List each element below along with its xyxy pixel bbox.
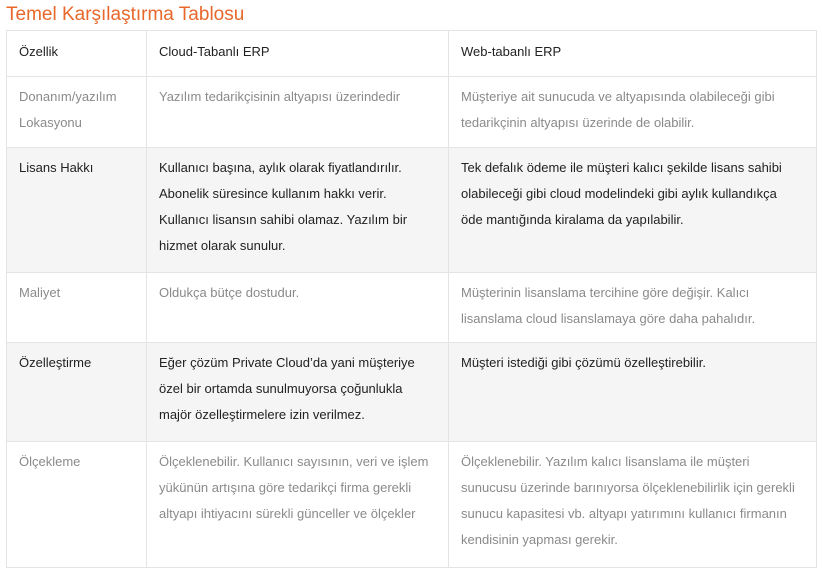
- cell-line: yükünün artışına göre tedarikçi firma gerekli: [159, 480, 412, 495]
- cell-line: majör özelleştirmelere izin verilmez.: [159, 407, 365, 422]
- table-row: [7, 343, 817, 442]
- cell-line: hizmet olarak sunulur.: [159, 238, 286, 253]
- comparison-table: [6, 30, 817, 568]
- cell-line: Kullanıcı başına, aylık olarak fiyatlandırılır.: [159, 160, 402, 175]
- cell-line: altyapı ihtiyacını sürekli günceller ve ölçekler: [159, 506, 416, 521]
- web-cell: [449, 442, 817, 568]
- feature-cell: [7, 442, 147, 568]
- cell-line: Ölçeklenebilir. Yazılım kalıcı lisanslama ile müşteri: [461, 454, 750, 469]
- cell-line: Lisans Hakkı: [19, 160, 94, 175]
- header-feature: Özellik: [7, 31, 147, 77]
- table-header-row: [7, 31, 817, 77]
- web-cell: [449, 273, 817, 343]
- feature-cell: [7, 273, 147, 343]
- cloud-cell: [147, 148, 449, 273]
- cloud-cell: [147, 442, 449, 568]
- cell-line: Müşterinin lisanslama tercihine göre değişir. Kalıcı: [461, 285, 750, 300]
- cell-line: sunucu kapasitesi vb. altyapı yatırımını kullanıcı firmanın: [461, 506, 787, 521]
- cell-line: Müşteriye ait sunucuda ve altyapısında olabileceği gibi: [461, 89, 775, 104]
- table-row: [7, 442, 817, 568]
- cell-line: Abonelik süresince kullanım hakkı verir.: [159, 186, 387, 201]
- page-title: Temel Karşılaştırma Tablosu: [6, 4, 245, 25]
- feature-cell: [7, 77, 147, 148]
- cloud-cell: [147, 77, 449, 148]
- table-row: [7, 77, 817, 148]
- cell-line: öde mantığında kiralama da yapılabilir.: [461, 212, 684, 227]
- header-web-erp: Web-tabanlı ERP: [449, 31, 817, 77]
- header-cloud-erp: Cloud-Tabanlı ERP: [147, 31, 449, 77]
- table-row: [7, 148, 817, 273]
- cell-line: Oldukça bütçe dostudur.: [159, 285, 300, 300]
- cell-line: Özelleştirme: [19, 355, 92, 370]
- cell-line: Lokasyonu: [19, 115, 82, 130]
- cell-line: Maliyet: [19, 285, 61, 300]
- cell-line: Ölçekleme: [19, 454, 81, 469]
- cell-line: kendisinin yapması gerekir.: [461, 532, 618, 547]
- cell-line: Yazılım tedarikçisinin altyapısı üzerindedir: [159, 89, 401, 104]
- cell-line: özel bir ortamda sunulmuyorsa çoğunlukla: [159, 381, 403, 396]
- cell-line: Donanım/yazılım: [19, 89, 117, 104]
- cloud-cell: [147, 343, 449, 442]
- cell-line: Eğer çözüm Private Cloud’da yani müşteriye: [159, 355, 415, 370]
- cell-line: Kullanıcı lisansın sahibi olamaz. Yazılım bir: [159, 212, 408, 227]
- cell-line: Müşteri istediği gibi çözümü özelleştirebilir.: [461, 355, 706, 370]
- feature-cell: [7, 343, 147, 442]
- web-cell: [449, 148, 817, 273]
- cell-line: Ölçeklenebilir. Kullanıcı sayısının, veri ve işlem: [159, 454, 429, 469]
- cell-line: sunucusu üzerinde barınıyorsa ölçeklenebilirlik için gerekli: [461, 480, 795, 495]
- cell-line: Tek defalık ödeme ile müşteri kalıcı şekilde lisans sahibi: [461, 160, 782, 175]
- cloud-cell: [147, 273, 449, 343]
- cell-line: tedarikçinin altyapısı üzerinde de olabilir.: [461, 115, 695, 130]
- web-cell: [449, 77, 817, 148]
- web-cell: [449, 343, 817, 442]
- cell-line: olabileceği gibi cloud modelindeki gibi aylık kullandıkça: [461, 186, 777, 201]
- feature-cell: [7, 148, 147, 273]
- cell-line: lisanslama cloud lisanslamaya göre daha pahalıdır.: [461, 311, 756, 326]
- table-row: [7, 273, 817, 343]
